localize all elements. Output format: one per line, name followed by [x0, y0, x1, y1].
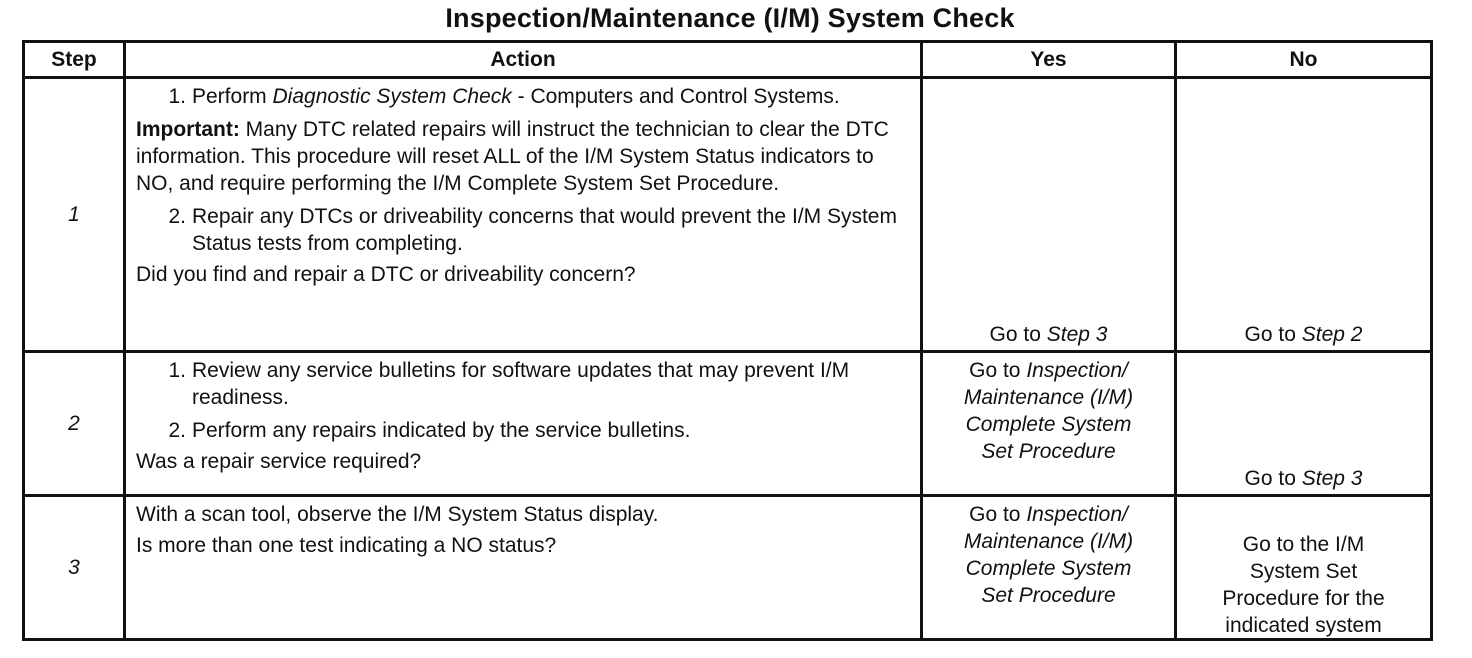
- no-cell: [1176, 496, 1432, 640]
- list-item-number: 1.: [168, 359, 186, 382]
- procedure-reference: Maintenance (I/M): [963, 530, 1134, 553]
- list-item-number: 2.: [168, 419, 186, 442]
- procedure-reference: Diagnostic System Check: [272, 85, 512, 108]
- step-reference: Step 3: [1301, 467, 1363, 490]
- page-title: Inspection/Maintenance (I/M) System Check: [445, 3, 1015, 33]
- question-text: Is more than one test indicating a NO status?: [136, 534, 557, 557]
- no-result: [1177, 321, 1430, 348]
- list-item: [136, 203, 910, 257]
- yes-result: [923, 497, 1174, 609]
- important-label: Important:: [136, 118, 240, 141]
- yes-cell: [922, 496, 1176, 640]
- text-line: Go to the I/M: [1242, 533, 1365, 556]
- yes-result: [923, 353, 1174, 465]
- text-part: Go to: [969, 503, 1027, 526]
- text-part: Go to: [989, 323, 1047, 346]
- table-row: [24, 496, 1432, 640]
- procedure-reference: Inspection/: [1026, 359, 1128, 382]
- header-yes: Yes: [922, 42, 1176, 78]
- table-row: [24, 78, 1432, 352]
- list-item: [136, 357, 910, 411]
- no-result: [1177, 465, 1430, 492]
- action-cell: [125, 352, 922, 496]
- action-cell: [125, 496, 922, 640]
- list-item-text: [192, 83, 910, 110]
- procedure-reference: Complete System: [965, 413, 1132, 436]
- step-number: 3: [24, 496, 125, 640]
- procedure-reference: Set Procedure: [981, 440, 1116, 463]
- text-part: Go to: [969, 359, 1027, 382]
- action-cell: [125, 78, 922, 352]
- step-number: 1: [24, 78, 125, 352]
- procedure-reference: Maintenance (I/M): [963, 386, 1134, 409]
- question-text: Did you find and repair a DTC or driveability concern?: [136, 263, 636, 286]
- question-text: Was a repair service required?: [136, 450, 422, 473]
- procedure-reference: Complete System: [965, 557, 1132, 580]
- list-item-text: Perform any repairs indicated by the service bulletins.: [192, 419, 691, 442]
- yes-result: [923, 321, 1174, 348]
- important-text: Many DTC related repairs will instruct the technician to clear the DTC information. This procedure will reset ALL of the I/M System Status indicators to NO, and require performing the I/M Complete System Set Procedure.: [136, 118, 889, 195]
- header-action: Action: [125, 42, 922, 78]
- list-item-text: Review any service bulletins for software updates that may prevent I/M readiness.: [192, 359, 850, 409]
- no-result: [1177, 531, 1430, 639]
- procedure-reference: Set Procedure: [981, 584, 1116, 607]
- header-step: Step: [24, 42, 125, 78]
- step-number: 2: [24, 352, 125, 496]
- no-cell: [1176, 78, 1432, 352]
- step-reference: Step 2: [1301, 323, 1363, 346]
- text-part: Go to: [1244, 323, 1302, 346]
- text-line: Procedure for the: [1222, 587, 1385, 610]
- yes-cell: [922, 78, 1176, 352]
- im-system-check-table: [22, 40, 1433, 641]
- important-note: [136, 116, 910, 197]
- instruction-text: With a scan tool, observe the I/M System Status display.: [136, 503, 659, 526]
- yes-cell: [922, 352, 1176, 496]
- procedure-reference: Inspection/: [1026, 503, 1128, 526]
- list-item: [136, 83, 910, 110]
- table-row: [24, 352, 1432, 496]
- text-part: - Computers and Control Systems.: [511, 85, 840, 108]
- text-part: Go to: [1244, 467, 1302, 490]
- list-item-number: 2.: [168, 205, 186, 228]
- text-part: Perform: [192, 85, 273, 108]
- list-item-number: 1.: [168, 85, 186, 108]
- header-no: No: [1176, 42, 1432, 78]
- header-row: [24, 42, 1432, 78]
- text-line: System Set: [1249, 560, 1358, 583]
- text-line: indicated system: [1225, 614, 1382, 637]
- step-reference: Step 3: [1046, 323, 1108, 346]
- no-cell: [1176, 352, 1432, 496]
- list-item: [136, 417, 910, 444]
- list-item-text: Repair any DTCs or driveability concerns that would prevent the I/M System Status tests from completing.: [192, 205, 897, 255]
